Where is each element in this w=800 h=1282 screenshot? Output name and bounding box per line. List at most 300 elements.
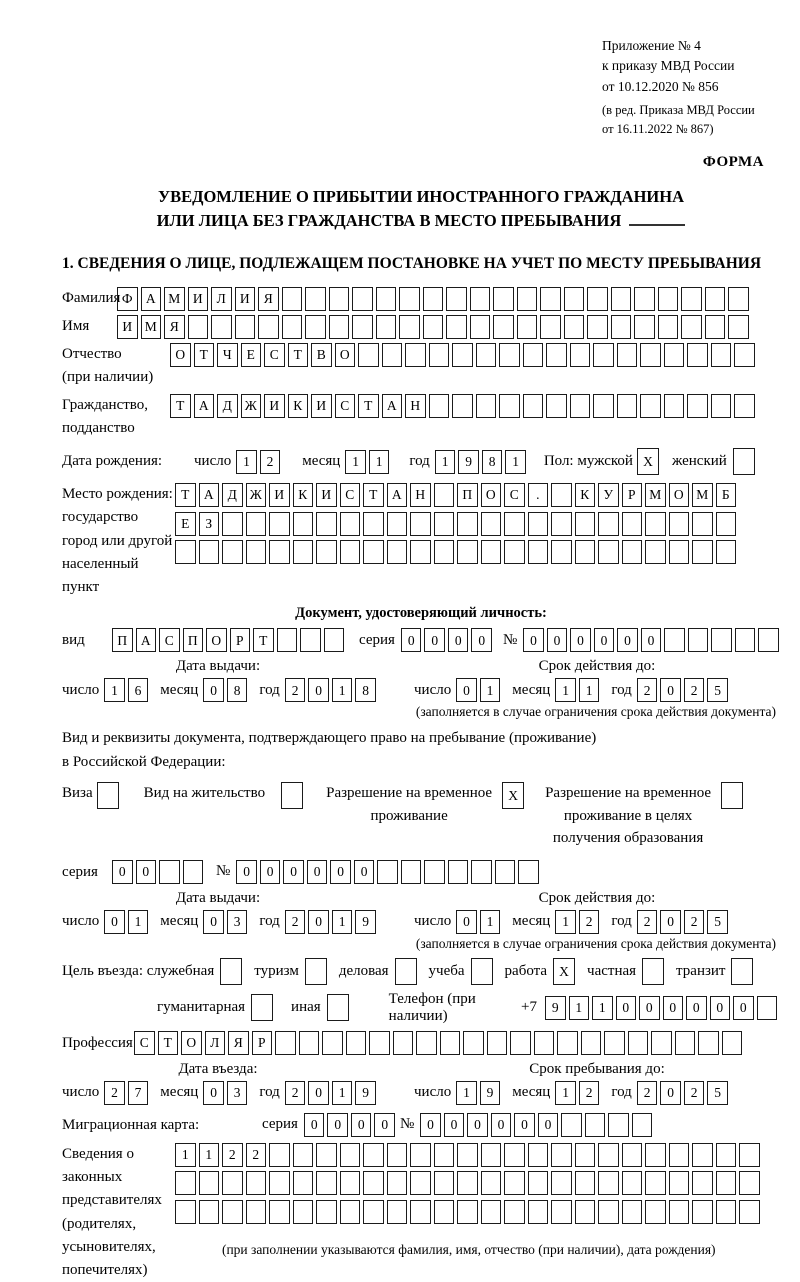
char-box[interactable]	[739, 1171, 760, 1195]
char-box[interactable]: 0	[304, 1113, 325, 1137]
char-box[interactable]: Д	[222, 483, 243, 507]
char-box[interactable]	[293, 540, 314, 564]
char-box[interactable]: 5	[707, 678, 728, 702]
char-box[interactable]	[434, 540, 455, 564]
char-box[interactable]	[282, 287, 303, 311]
char-box[interactable]: С	[264, 343, 285, 367]
char-box[interactable]	[551, 1171, 572, 1195]
char-box[interactable]: 0	[617, 628, 638, 652]
char-box[interactable]	[523, 343, 544, 367]
char-box[interactable]	[363, 1171, 384, 1195]
char-box[interactable]: 1	[435, 450, 456, 474]
char-box[interactable]: 0	[523, 628, 544, 652]
char-box[interactable]: 2	[246, 1143, 267, 1167]
char-box[interactable]	[564, 315, 585, 339]
char-box[interactable]: О	[481, 483, 502, 507]
char-box[interactable]	[246, 1171, 267, 1195]
char-box[interactable]	[405, 343, 426, 367]
char-box[interactable]: О	[170, 343, 191, 367]
char-box[interactable]	[557, 1031, 578, 1055]
char-box[interactable]	[581, 1031, 602, 1055]
char-box[interactable]	[316, 1143, 337, 1167]
char-box[interactable]: Р	[622, 483, 643, 507]
char-box[interactable]	[470, 315, 491, 339]
char-box[interactable]	[642, 958, 664, 985]
char-box[interactable]	[692, 540, 713, 564]
char-box[interactable]	[246, 540, 267, 564]
char-box[interactable]	[300, 628, 321, 652]
char-box[interactable]	[705, 287, 726, 311]
char-box[interactable]: 2	[222, 1143, 243, 1167]
char-box[interactable]	[281, 782, 303, 809]
char-box[interactable]	[246, 512, 267, 536]
char-box[interactable]	[282, 315, 303, 339]
char-box[interactable]	[97, 782, 119, 809]
char-box[interactable]	[622, 1200, 643, 1224]
char-box[interactable]	[634, 287, 655, 311]
char-box[interactable]	[575, 1171, 596, 1195]
char-box[interactable]	[369, 1031, 390, 1055]
char-box[interactable]: 2	[637, 1081, 658, 1105]
char-box[interactable]	[424, 860, 445, 884]
char-box[interactable]: Т	[175, 483, 196, 507]
char-box[interactable]	[457, 1171, 478, 1195]
char-box[interactable]	[523, 394, 544, 418]
char-box[interactable]	[669, 540, 690, 564]
char-box[interactable]	[517, 287, 538, 311]
char-box[interactable]	[528, 512, 549, 536]
char-box[interactable]	[734, 394, 755, 418]
char-box[interactable]: 2	[684, 678, 705, 702]
char-box[interactable]	[575, 1200, 596, 1224]
char-box[interactable]	[564, 287, 585, 311]
char-box[interactable]: 0	[330, 860, 351, 884]
char-box[interactable]: 0	[686, 996, 707, 1020]
char-box[interactable]: 0	[491, 1113, 512, 1137]
char-box[interactable]	[316, 512, 337, 536]
char-box[interactable]: М	[692, 483, 713, 507]
char-box[interactable]: М	[164, 287, 185, 311]
char-box[interactable]	[434, 483, 455, 507]
char-box[interactable]: 0	[308, 678, 329, 702]
char-box[interactable]	[540, 315, 561, 339]
char-box[interactable]: 1	[345, 450, 366, 474]
char-box[interactable]: Н	[405, 394, 426, 418]
char-box[interactable]: Р	[252, 1031, 273, 1055]
char-box[interactable]	[305, 287, 326, 311]
char-box[interactable]	[632, 1113, 653, 1137]
char-box[interactable]	[188, 315, 209, 339]
char-box[interactable]: О	[206, 628, 227, 652]
char-box[interactable]	[692, 1143, 713, 1167]
char-box[interactable]	[651, 1031, 672, 1055]
char-box[interactable]	[387, 1200, 408, 1224]
char-box[interactable]: 0	[351, 1113, 372, 1137]
char-box[interactable]: А	[199, 483, 220, 507]
char-box[interactable]: П	[457, 483, 478, 507]
char-box[interactable]: 0	[236, 860, 257, 884]
char-box[interactable]: 1	[104, 678, 125, 702]
char-box[interactable]: 0	[401, 628, 422, 652]
char-box[interactable]: 0	[594, 628, 615, 652]
char-box[interactable]: С	[340, 483, 361, 507]
char-box[interactable]	[329, 287, 350, 311]
char-box[interactable]	[716, 540, 737, 564]
char-box[interactable]	[658, 315, 679, 339]
char-box[interactable]	[587, 287, 608, 311]
char-box[interactable]: 0	[641, 628, 662, 652]
char-box[interactable]	[493, 287, 514, 311]
char-box[interactable]: Я	[228, 1031, 249, 1055]
char-box[interactable]: 1	[332, 678, 353, 702]
char-box[interactable]	[692, 1200, 713, 1224]
char-box[interactable]	[622, 540, 643, 564]
char-box[interactable]: 3	[227, 1081, 248, 1105]
char-box[interactable]: 0	[467, 1113, 488, 1137]
char-box[interactable]	[481, 1143, 502, 1167]
char-box[interactable]: И	[316, 483, 337, 507]
char-box[interactable]	[551, 1143, 572, 1167]
char-box[interactable]	[159, 860, 180, 884]
char-box[interactable]	[324, 628, 345, 652]
char-box[interactable]	[429, 343, 450, 367]
char-box[interactable]	[293, 512, 314, 536]
char-box[interactable]: 0	[354, 860, 375, 884]
char-box[interactable]	[551, 483, 572, 507]
char-box[interactable]	[728, 287, 749, 311]
char-box[interactable]	[504, 1200, 525, 1224]
char-box[interactable]	[518, 860, 539, 884]
char-box[interactable]: 1	[555, 1081, 576, 1105]
char-box[interactable]	[528, 540, 549, 564]
char-box[interactable]	[434, 512, 455, 536]
char-box[interactable]	[340, 1171, 361, 1195]
char-box[interactable]: Н	[410, 483, 431, 507]
char-box[interactable]	[199, 1171, 220, 1195]
char-box[interactable]	[269, 1200, 290, 1224]
char-box[interactable]: 2	[104, 1081, 125, 1105]
char-box[interactable]	[251, 994, 273, 1021]
char-box[interactable]	[681, 315, 702, 339]
char-box[interactable]	[211, 315, 232, 339]
char-box[interactable]	[645, 1171, 666, 1195]
char-box[interactable]	[423, 287, 444, 311]
char-box[interactable]	[722, 1031, 743, 1055]
char-box[interactable]	[363, 512, 384, 536]
char-box[interactable]	[604, 1031, 625, 1055]
char-box[interactable]	[658, 287, 679, 311]
char-box[interactable]: X	[553, 958, 575, 985]
char-box[interactable]	[440, 1031, 461, 1055]
char-box[interactable]: М	[141, 315, 162, 339]
char-box[interactable]	[611, 315, 632, 339]
char-box[interactable]	[457, 1200, 478, 1224]
char-box[interactable]: 2	[285, 678, 306, 702]
char-box[interactable]	[399, 287, 420, 311]
char-box[interactable]	[457, 512, 478, 536]
char-box[interactable]	[401, 860, 422, 884]
char-box[interactable]	[664, 394, 685, 418]
char-box[interactable]: Л	[205, 1031, 226, 1055]
char-box[interactable]	[387, 512, 408, 536]
char-box[interactable]	[293, 1171, 314, 1195]
char-box[interactable]: Ж	[241, 394, 262, 418]
char-box[interactable]: Я	[164, 315, 185, 339]
char-box[interactable]	[575, 1143, 596, 1167]
char-box[interactable]	[199, 1200, 220, 1224]
char-box[interactable]	[235, 315, 256, 339]
char-box[interactable]	[363, 540, 384, 564]
char-box[interactable]: С	[134, 1031, 155, 1055]
char-box[interactable]	[481, 1200, 502, 1224]
char-box[interactable]: Ж	[246, 483, 267, 507]
char-box[interactable]: 0	[639, 996, 660, 1020]
char-box[interactable]	[692, 512, 713, 536]
char-box[interactable]: К	[575, 483, 596, 507]
char-box[interactable]: 5	[707, 1081, 728, 1105]
char-box[interactable]	[551, 540, 572, 564]
char-box[interactable]	[546, 343, 567, 367]
char-box[interactable]	[487, 1031, 508, 1055]
char-box[interactable]	[481, 540, 502, 564]
char-box[interactable]	[692, 1171, 713, 1195]
char-box[interactable]: 9	[355, 910, 376, 934]
char-box[interactable]: 0	[733, 996, 754, 1020]
char-box[interactable]	[434, 1171, 455, 1195]
char-box[interactable]	[739, 1200, 760, 1224]
char-box[interactable]: 0	[616, 996, 637, 1020]
char-box[interactable]: П	[183, 628, 204, 652]
char-box[interactable]: 1	[505, 450, 526, 474]
char-box[interactable]: У	[598, 483, 619, 507]
char-box[interactable]: Л	[211, 287, 232, 311]
char-box[interactable]: 1	[456, 1081, 477, 1105]
char-box[interactable]: О	[181, 1031, 202, 1055]
char-box[interactable]	[758, 628, 779, 652]
char-box[interactable]: 0	[260, 860, 281, 884]
char-box[interactable]	[587, 315, 608, 339]
char-box[interactable]: Т	[158, 1031, 179, 1055]
char-box[interactable]: 5	[707, 910, 728, 934]
char-box[interactable]	[222, 540, 243, 564]
char-box[interactable]	[598, 1200, 619, 1224]
char-box[interactable]	[757, 996, 778, 1020]
char-box[interactable]	[175, 540, 196, 564]
char-box[interactable]: 1	[480, 678, 501, 702]
char-box[interactable]: Т	[288, 343, 309, 367]
char-box[interactable]: 0	[471, 628, 492, 652]
char-box[interactable]: О	[669, 483, 690, 507]
char-box[interactable]	[377, 860, 398, 884]
char-box[interactable]: 1	[175, 1143, 196, 1167]
char-box[interactable]	[416, 1031, 437, 1055]
char-box[interactable]: А	[387, 483, 408, 507]
char-box[interactable]: 0	[307, 860, 328, 884]
char-box[interactable]: 0	[424, 628, 445, 652]
char-box[interactable]: 1	[579, 678, 600, 702]
char-box[interactable]: 0	[547, 628, 568, 652]
char-box[interactable]	[711, 628, 732, 652]
char-box[interactable]	[669, 1171, 690, 1195]
char-box[interactable]	[570, 394, 591, 418]
char-box[interactable]	[410, 1171, 431, 1195]
char-box[interactable]: 2	[637, 910, 658, 934]
char-box[interactable]	[222, 1200, 243, 1224]
char-box[interactable]: 0	[538, 1113, 559, 1137]
char-box[interactable]	[721, 782, 743, 809]
char-box[interactable]: 0	[327, 1113, 348, 1137]
char-box[interactable]: 1	[128, 910, 149, 934]
char-box[interactable]: И	[311, 394, 332, 418]
char-box[interactable]	[222, 512, 243, 536]
char-box[interactable]: Ч	[217, 343, 238, 367]
char-box[interactable]	[327, 994, 349, 1021]
char-box[interactable]	[669, 1200, 690, 1224]
char-box[interactable]	[382, 343, 403, 367]
char-box[interactable]	[269, 512, 290, 536]
char-box[interactable]	[645, 540, 666, 564]
char-box[interactable]: Т	[358, 394, 379, 418]
char-box[interactable]	[457, 1143, 478, 1167]
char-box[interactable]: 1	[555, 910, 576, 934]
char-box[interactable]	[645, 512, 666, 536]
char-box[interactable]: 0	[514, 1113, 535, 1137]
char-box[interactable]: 0	[136, 860, 157, 884]
char-box[interactable]: 2	[637, 678, 658, 702]
char-box[interactable]: Р	[230, 628, 251, 652]
char-box[interactable]: С	[335, 394, 356, 418]
char-box[interactable]: 0	[308, 910, 329, 934]
char-box[interactable]: 1	[592, 996, 613, 1020]
char-box[interactable]	[585, 1113, 606, 1137]
char-box[interactable]	[561, 1113, 582, 1137]
char-box[interactable]: А	[194, 394, 215, 418]
char-box[interactable]: 2	[579, 910, 600, 934]
char-box[interactable]	[183, 860, 204, 884]
char-box[interactable]: 1	[199, 1143, 220, 1167]
char-box[interactable]: С	[159, 628, 180, 652]
char-box[interactable]	[316, 1200, 337, 1224]
char-box[interactable]: 3	[227, 910, 248, 934]
char-box[interactable]: В	[311, 343, 332, 367]
char-box[interactable]	[340, 512, 361, 536]
char-box[interactable]	[481, 1171, 502, 1195]
char-box[interactable]	[269, 1143, 290, 1167]
char-box[interactable]	[222, 1171, 243, 1195]
char-box[interactable]	[258, 315, 279, 339]
char-box[interactable]	[199, 540, 220, 564]
char-box[interactable]	[470, 287, 491, 311]
char-box[interactable]: 0	[374, 1113, 395, 1137]
char-box[interactable]: 1	[480, 910, 501, 934]
char-box[interactable]: X	[637, 448, 659, 475]
char-box[interactable]	[728, 315, 749, 339]
char-box[interactable]	[645, 1143, 666, 1167]
char-box[interactable]	[434, 1143, 455, 1167]
char-box[interactable]	[688, 628, 709, 652]
char-box[interactable]	[499, 343, 520, 367]
char-box[interactable]	[575, 512, 596, 536]
char-box[interactable]	[329, 315, 350, 339]
char-box[interactable]: 0	[203, 1081, 224, 1105]
char-box[interactable]	[499, 394, 520, 418]
char-box[interactable]	[669, 1143, 690, 1167]
char-box[interactable]	[452, 343, 473, 367]
char-box[interactable]	[617, 394, 638, 418]
char-box[interactable]: 0	[663, 996, 684, 1020]
char-box[interactable]	[423, 315, 444, 339]
char-box[interactable]: И	[264, 394, 285, 418]
char-box[interactable]	[617, 343, 638, 367]
char-box[interactable]: П	[112, 628, 133, 652]
char-box[interactable]	[393, 1031, 414, 1055]
char-box[interactable]: Е	[241, 343, 262, 367]
char-box[interactable]	[322, 1031, 343, 1055]
char-box[interactable]	[687, 394, 708, 418]
char-box[interactable]	[410, 1200, 431, 1224]
char-box[interactable]: Т	[253, 628, 274, 652]
char-box[interactable]	[504, 512, 525, 536]
char-box[interactable]	[664, 343, 685, 367]
char-box[interactable]	[363, 1200, 384, 1224]
char-box[interactable]	[220, 958, 242, 985]
char-box[interactable]	[687, 343, 708, 367]
char-box[interactable]: 0	[710, 996, 731, 1020]
char-box[interactable]	[608, 1113, 629, 1137]
char-box[interactable]	[716, 512, 737, 536]
char-box[interactable]	[481, 512, 502, 536]
char-box[interactable]: И	[269, 483, 290, 507]
char-box[interactable]	[593, 394, 614, 418]
char-box[interactable]	[734, 343, 755, 367]
char-box[interactable]	[598, 1171, 619, 1195]
char-box[interactable]: 0	[660, 1081, 681, 1105]
char-box[interactable]	[528, 1200, 549, 1224]
char-box[interactable]: 0	[308, 1081, 329, 1105]
char-box[interactable]	[551, 512, 572, 536]
char-box[interactable]	[476, 394, 497, 418]
char-box[interactable]: И	[235, 287, 256, 311]
char-box[interactable]	[471, 958, 493, 985]
char-box[interactable]	[352, 287, 373, 311]
char-box[interactable]: 2	[579, 1081, 600, 1105]
char-box[interactable]	[299, 1031, 320, 1055]
char-box[interactable]	[493, 315, 514, 339]
char-box[interactable]	[340, 1143, 361, 1167]
char-box[interactable]	[399, 315, 420, 339]
char-box[interactable]: Д	[217, 394, 238, 418]
char-box[interactable]	[645, 1200, 666, 1224]
char-box[interactable]: К	[293, 483, 314, 507]
char-box[interactable]	[731, 958, 753, 985]
char-box[interactable]	[517, 315, 538, 339]
char-box[interactable]: Я	[258, 287, 279, 311]
char-box[interactable]	[429, 394, 450, 418]
char-box[interactable]	[395, 958, 417, 985]
char-box[interactable]	[175, 1171, 196, 1195]
char-box[interactable]	[733, 448, 755, 475]
char-box[interactable]	[504, 1143, 525, 1167]
char-box[interactable]	[711, 394, 732, 418]
char-box[interactable]: 9	[480, 1081, 501, 1105]
char-box[interactable]: И	[188, 287, 209, 311]
char-box[interactable]	[546, 394, 567, 418]
char-box[interactable]: 1	[332, 910, 353, 934]
char-box[interactable]: 8	[355, 678, 376, 702]
char-box[interactable]	[452, 394, 473, 418]
char-box[interactable]: Е	[175, 512, 196, 536]
char-box[interactable]	[711, 343, 732, 367]
